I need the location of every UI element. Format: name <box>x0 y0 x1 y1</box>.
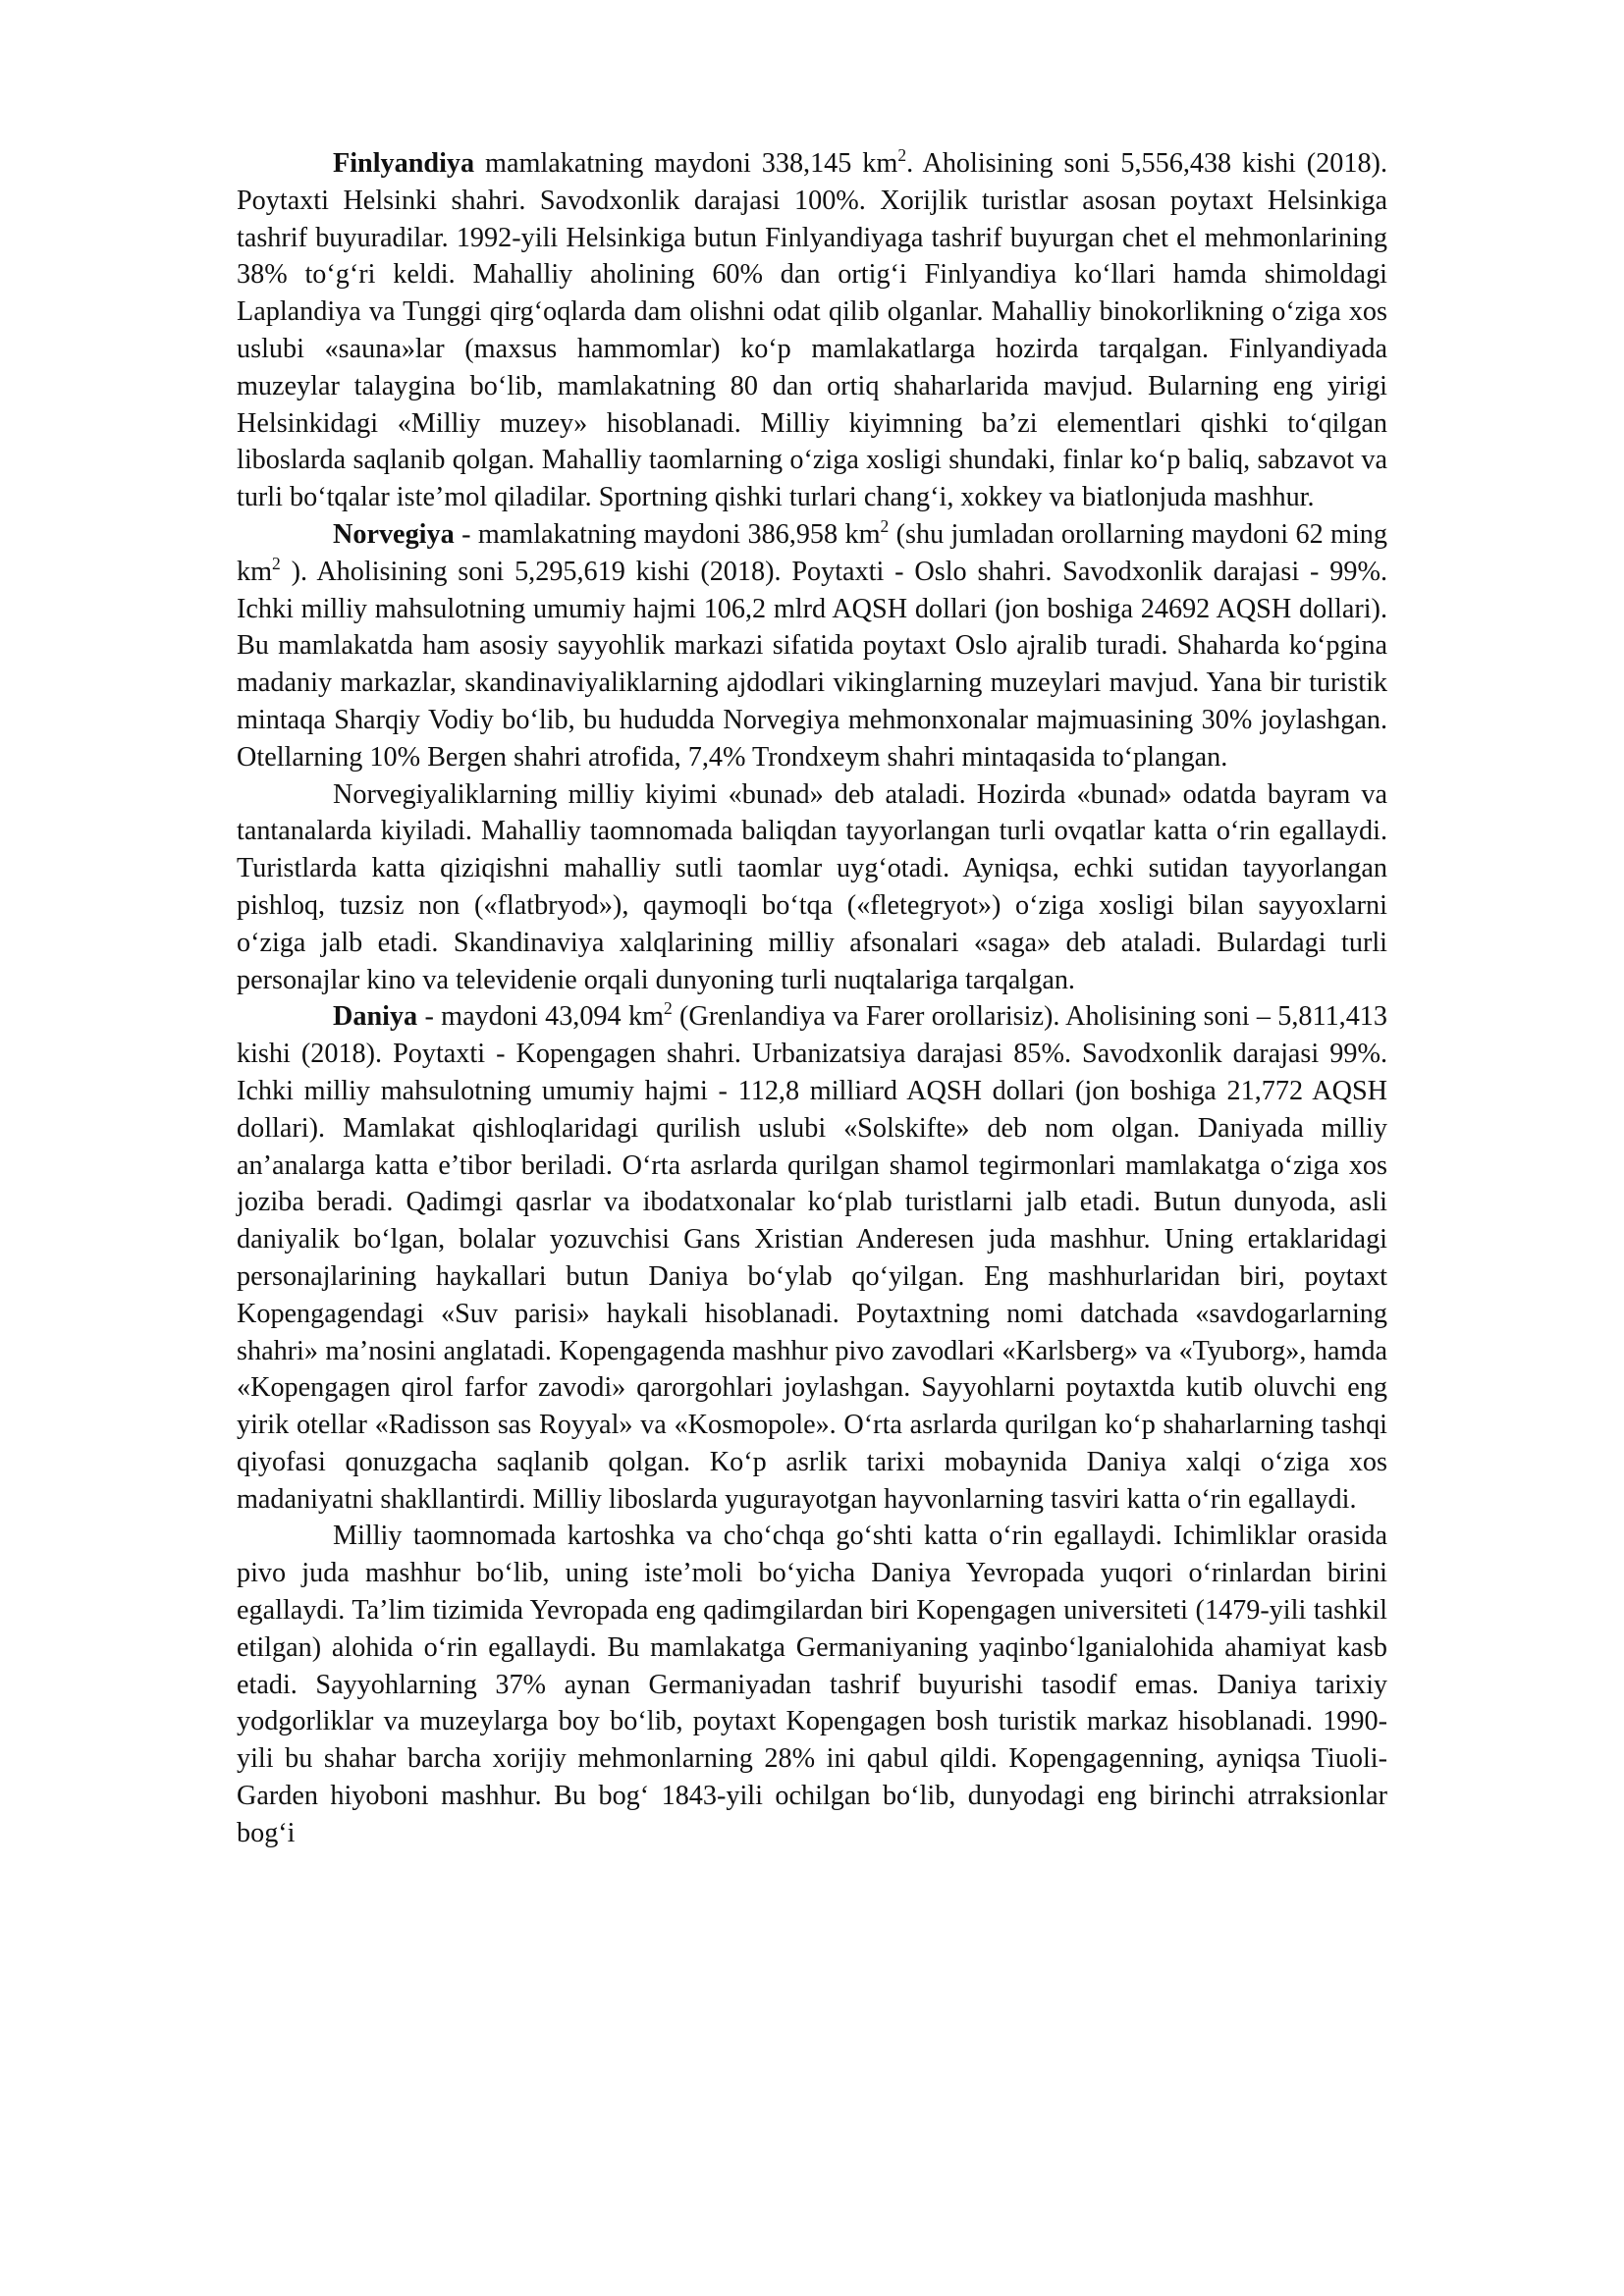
text-segment: (Grenlandiya va Farer orollarisiz). Aholisining soni – 5,811,413 kishi (2018). Poytaxti - Kopengagen shahri. Urbanizatsiya darajasi 85%. Savodxonlik darajasi 99%. Ichki milliy mahsulotning umumiy hajmi - 112,8 milliard AQSH dollari (jon boshiga 21,772 AQSH dollari). Mamlakat qishloqlaridagi qurilish uslubi «Solskifte» deb nom olgan. Daniyada milliy an’analarga katta e’tibor beriladi. O‘rta asrlarda qurilgan shamol tegirmonlari mamlakatga o‘ziga xos joziba beradi. Qadimgi qasrlar va ibodatxonalar ko‘plab turistlarni jalb etadi. Butun dunyoda, asli daniyalik bo‘lgan, bolalar yozuvchisi Gans Xristian Anderesen juda mashhur. Uning ertaklaridagi personajlarining haykallari butun Daniya bo‘ylab qo‘yilgan. Eng mashhurlaridan biri, poytaxt Kopengagendagi «Suv parisi» haykali hisoblanadi. Poytaxtning nomi datchada «savdogarlarning shahri» ma’nosini anglatadi. Kopengagenda mashhur pivo zavodlari «Karlsberg» va «Tyuborg», hamda «Kopengagen qirol farfor zavodi» qarorgohlari joylashgan. Sayyohlarni poytaxtda kutib oluvchi eng yirik otellar «Radisson sas Royyal» va «Kosmopole». O‘rta asrlarda qurilgan ko‘p shaharlarning tashqi qiyofasi qonuzgacha saqlanib qolgan. Ko‘p asrlik tarixi mobaynida Daniya xalqi o‘ziga xos madaniyatni shakllantirdi. Milliy liboslarda yugurayotgan hayvonlarning tasviri katta o‘rin egallaydi. <box>237 1001 1387 1515</box>
unit-km: km <box>237 556 273 587</box>
paragraph-denmark <box>237 998 1387 1518</box>
text-segment: - maydoni 43,094 <box>417 1001 628 1033</box>
text-segment: (shu jumladan orollarning maydoni 62 ming <box>889 518 1387 550</box>
text-segment: mamlakatning maydoni 338,145 <box>474 148 863 179</box>
document-page <box>237 145 1387 1852</box>
paragraph-norway-culture: Norvegiyaliklarning milliy kiyimi «bunad» deb ataladi. Hozirda «bunad» odatda bayram va tantanalarda kiyiladi. Mahalliy taomnomada baliqdan tayyorlangan turli ovqatlar katta o‘rin egallaydi. Turistlarda katta qiziqishni mahalliy sutli taomlar uyg‘otadi. Ayniqsa, echki sutidan tayyorlangan pishloq, tuzsiz non («flatbryod»), qaymoqli bo‘tqa («fletegryot») o‘ziga xosligi bilan sayyoxlarni o‘ziga jalb etadi. Skandinaviya xalqlarining milliy afsonalari «saga» deb ataladi. Bulardagi turli personajlar kino va televidenie orqali dunyoning turli nuqtalariga tarqalgan. <box>237 778 1387 995</box>
country-name-finland: Finlyandiya <box>333 148 475 179</box>
paragraph-denmark-cuisine: Milliy taomnomada kartoshka va cho‘chqa go‘shti katta o‘rin egallaydi. Ichimliklar orasida pivo juda mashhur bo‘lib, uning iste’moli bo‘yicha Daniya Yevropada yuqori o‘rinlardan birini egallaydi. Ta’lim tizimida Yevropada eng qadimgilardan biri Kopengagen universiteti (1479-yili tashkil etilgan) alohida o‘rin egallaydi. Bu mamlakatga Germaniyaning yaqinbo‘lganialohida ahamiyat kasb etadi. Sayyohlarning 37% aynan Germaniyadan tashrif buyurishi tasodif emas. Daniya tarixiy yodgorliklar va muzeylarga boy bo‘lib, poytaxt Kopengagen bosh turistik markaz hisoblanadi. 1990-yili bu shahar barcha xorijiy mehmonlarning 28% ini qabul qildi. Kopengagenning, ayniqsa Tiuoli-Garden hiyoboni mashhur. Bu bog‘ 1843-yili ochilgan bo‘lib, dunyodagi eng birinchi atrraksionlar bog‘i <box>237 1521 1387 1848</box>
unit-km: km <box>862 148 898 179</box>
unit-km: km <box>627 1001 664 1033</box>
superscript-2: 2 <box>897 145 907 166</box>
unit-km: km <box>844 518 881 550</box>
superscript-2: 2 <box>272 553 281 573</box>
text-segment: . Aholisining soni 5,556,438 kishi (2018). Poytaxti Helsinki shahri. Savodxonlik darajasi 100%. Xorijlik turistlar asosan poytaxt Helsinkiga tashrif buyuradilar. 1992-yili Helsinkiga butun Finlyandiyaga tashrif buyurgan chet el mehmonlarining 38% to‘g‘ri keldi. Mahalliy aholining 60% dan ortig‘i Finlyandiya ko‘llari hamda shimoldagi Laplandiya va Tunggi qirg‘oqlarda dam olishni odat qilib olganlar. Mahalliy binokorlikning o‘ziga xos uslubi «sauna»lar (maxsus hammomlar) ko‘p mamlakatlarga hozirda tarqalgan. Finlyandiyada muzeylar talaygina bo‘lib, mamlakatning 80 dan ortiq shaharlarida mavjud. Bularning eng yirigi Helsinkidagi «Milliy muzey» hisoblanadi. Milliy kiyimning ba’zi elementlari qishki to‘qilgan liboslarda saqlanib qolgan. Mahalliy taomlarning o‘ziga xosligi shundaki, finlar ko‘p baliq, sabzavot va turli bo‘tqalar iste’mol qiladilar. Sportning qishki turlari chang‘i, xokkey va biatlonjuda mashhur. <box>237 148 1387 513</box>
country-name-denmark: Daniya <box>333 1001 418 1033</box>
paragraph-finland <box>237 145 1387 516</box>
text-segment: ). Aholisining soni 5,295,619 kishi (2018). Poytaxti - Oslo shahri. Savodxonlik darajasi - 99%. Ichki milliy mahsulotning umumiy hajmi 106,2 mlrd AQSH dollari (jon boshiga 24692 AQSH dollari). Bu mamlakatda ham asosiy sayyohlik markazi sifatida poytaxt Oslo ajralib turadi. Shaharda ko‘pgina madaniy markazlar, skandinaviyaliklarning ajdodlari vikinglarning muzeylari mavjud. Yana bir turistik mintaqa Sharqiy Vodiy bo‘lib, bu hududda Norvegiya mehmonxonalar majmuasining 30% joylashgan. Otellarning 10% Bergen shahri atrofida, 7,4% Trondxeym shahri mintaqasida to‘plangan. <box>237 556 1387 773</box>
country-name-norway: Norvegiya <box>333 518 455 550</box>
text-segment: - mamlakatning maydoni 386,958 <box>454 518 845 550</box>
paragraph-norway <box>237 516 1387 776</box>
superscript-2: 2 <box>663 998 673 1019</box>
superscript-2: 2 <box>880 516 890 537</box>
